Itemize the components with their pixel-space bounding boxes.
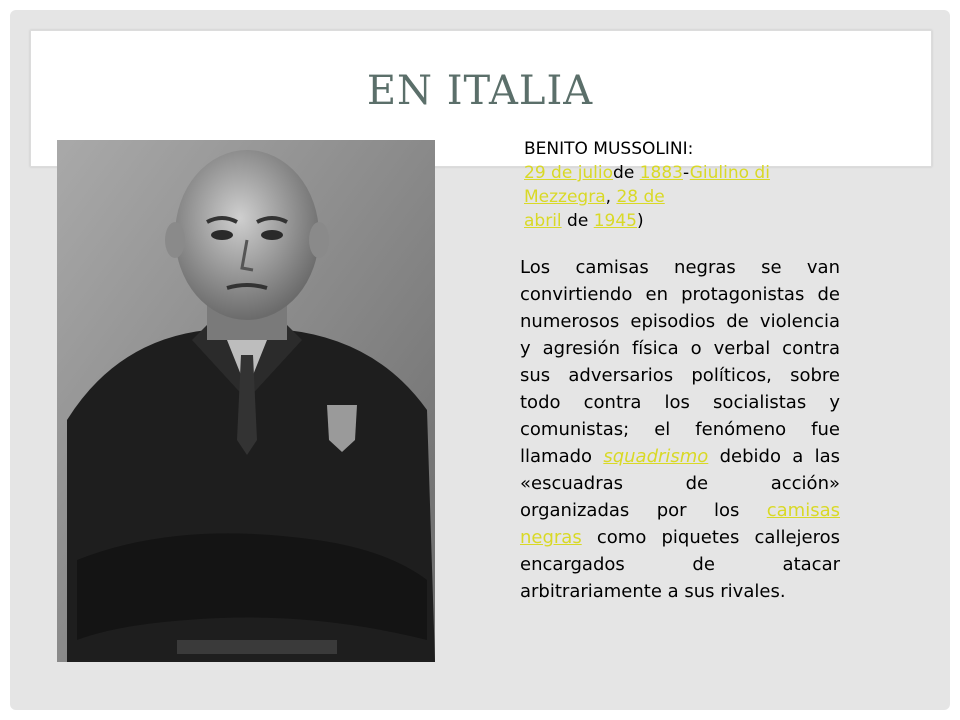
link-squadrismo[interactable]: squadrismo <box>603 446 709 467</box>
portrait-image <box>57 140 435 662</box>
link-birth-date[interactable]: 29 de julio <box>524 163 614 183</box>
link-death-date-1[interactable]: 28 de <box>616 187 665 207</box>
paragraph-part-3: como piquetes callejeros encargados de atacar arbitrariamente a sus rivales. <box>520 527 840 602</box>
link-death-date-2[interactable]: abril <box>524 211 562 231</box>
text-dash: - <box>682 163 690 183</box>
body-paragraph <box>520 254 840 605</box>
mussolini-photo <box>57 140 435 662</box>
text-close-paren: ) <box>636 211 644 231</box>
link-death-year[interactable]: 1945 <box>593 211 637 231</box>
slide-title: EN ITALIA <box>366 68 594 114</box>
bio-block <box>520 137 855 233</box>
bio-name: BENITO MUSSOLINI: <box>524 139 694 159</box>
link-death-place-1[interactable]: Giulino di <box>689 163 770 183</box>
link-camisas-negras[interactable]: camisas negras <box>520 500 840 548</box>
paragraph-part-2: debido a las «escuadras de acción» organizadas por los <box>520 446 840 521</box>
text-comma: , <box>605 187 617 207</box>
link-birth-year[interactable]: 1883 <box>639 163 683 183</box>
paragraph-part-1: Los camisas negras se van convirtiendo en protagonistas de numerosos episodios de violencia y agresión física o verbal contra sus adversarios políticos, sobre todo contra los socialistas y comunistas; el fenómeno fue llamado <box>520 257 840 467</box>
text-de-2: de <box>561 211 594 231</box>
link-death-place-2[interactable]: Mezzegra <box>524 187 606 207</box>
text-de: de <box>613 163 640 183</box>
